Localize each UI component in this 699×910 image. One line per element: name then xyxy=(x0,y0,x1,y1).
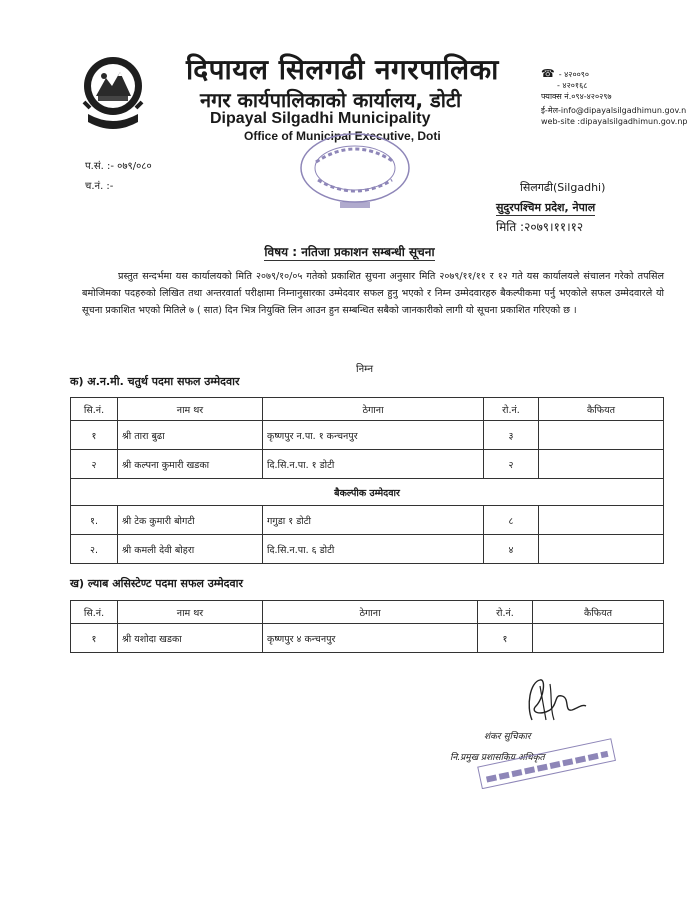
cell-sn: २ xyxy=(71,450,118,479)
cell-roll: ८ xyxy=(484,506,539,535)
reference-number: प.सं. :- ०७९/०८० xyxy=(85,161,152,172)
cell-remarks xyxy=(539,506,664,535)
cell-name: श्री कल्पना कुमारी खडका xyxy=(118,450,263,479)
table-row xyxy=(71,506,664,535)
col-header-sn: सि.नं. xyxy=(71,601,118,624)
cell-name: श्री कमली देवी बोहरा xyxy=(118,535,263,564)
dispatch-number: च.नं. :- xyxy=(85,181,114,192)
table-row xyxy=(71,624,664,653)
table-row xyxy=(71,421,664,450)
office-name-np: नगर कार्यपालिकाको कार्यालय, डोटी xyxy=(200,88,462,112)
cell-remarks xyxy=(533,624,664,653)
table-header-row xyxy=(71,398,664,421)
col-header-roll: रो.नं. xyxy=(484,398,539,421)
notice-body: प्रस्तुत सन्दर्भमा यस कार्यालयको मिति २०७९/१०/०५ गतेको प्रकाशित सुचना अनुसार मिति २०७९/११/११ र १२ गते यस कार्यालयले संचालन गरेको तपसिल बमोजिमका पदहरुको लिखित तथा अन्तरवार्ता परीक्षामा निम्नानुसारका उम्मेदवार सफल हुनु भएको र निम्न उम्मेदवारहरु बैकल्पीकमा पर्नु भएकोले सफल उम्मेदवारले यो सूचना प्रकाशित भएको मितिले ७ ( सात) दिन भित्र नियुक्ति लिन आउन हुन सम्बन्धित सबैको जानकारीको लागी यो सूचना प्रकाशित गरिएको छ । xyxy=(82,271,664,316)
email-line: ई-मेल-info@dipayalsilgadhimun.gov.n xyxy=(541,106,687,115)
section-a-table xyxy=(70,397,664,564)
cell-sn: २. xyxy=(71,535,118,564)
col-header-roll: रो.नं. xyxy=(478,601,533,624)
place-city: सिलगढी(Silgadhi) xyxy=(520,181,606,194)
municipality-name-en: Dipayal Silgadhi Municipality xyxy=(210,110,431,127)
cell-name: श्री तारा बुढा xyxy=(118,421,263,450)
office-name-en: Office of Municipal Executive, Doti xyxy=(244,129,441,143)
col-header-address: ठेगाना xyxy=(263,398,484,421)
col-header-name: नाम थर xyxy=(118,601,263,624)
cell-address: कृष्णपुर न.पा. १ कन्चनपुर xyxy=(263,421,484,450)
issue-date: मिति :२०७९।११।१२ xyxy=(496,220,584,234)
cell-sn: १ xyxy=(71,624,118,653)
cell-address: गगुडा १ डोटी xyxy=(263,506,484,535)
cell-roll: २ xyxy=(484,450,539,479)
cell-address: दि.सि.न.पा. १ डोटी xyxy=(263,450,484,479)
cell-roll: १ xyxy=(478,624,533,653)
col-header-sn: सि.नं. xyxy=(71,398,118,421)
cell-address: कृष्णपुर ४ कन्चनपुर xyxy=(263,624,478,653)
telephone-icon: ☎ xyxy=(541,67,555,80)
municipality-name-np: दिपायल सिलगढी नगरपालिका xyxy=(186,53,499,86)
phone-line-1: ☎ - ४२००९० xyxy=(541,67,590,80)
cell-address: दि.सि.न.पा. ६ डोटी xyxy=(263,535,484,564)
phone-line-2: - ४२०१६८ xyxy=(557,81,588,90)
municipality-logo-icon xyxy=(82,52,144,138)
signer-designation: नि.प्रमुख प्रशासकिय अधिकृत xyxy=(450,753,545,763)
cell-roll: ३ xyxy=(484,421,539,450)
signature-icon xyxy=(510,676,590,728)
col-header-remarks: कैफियत xyxy=(533,601,664,624)
notice-subject: विषय : नतिजा प्रकाशन सम्बन्धी सूचना xyxy=(264,245,435,259)
designation-stamp-icon xyxy=(470,733,620,789)
table-header-row xyxy=(71,601,664,624)
col-header-remarks: कैफियत xyxy=(539,398,664,421)
cell-sn: १. xyxy=(71,506,118,535)
table-row xyxy=(71,450,664,479)
section-b-heading: ख) ल्याब असिस्टेण्ट पदमा सफल उम्मेदवार xyxy=(70,577,243,590)
col-header-address: ठेगाना xyxy=(263,601,478,624)
cell-name: श्री टेक कुमारी बोगटी xyxy=(118,506,263,535)
col-header-name: नाम थर xyxy=(118,398,263,421)
cell-remarks xyxy=(539,535,664,564)
section-a-heading: क) अ.न.मी. चतुर्थ पदमा सफल उम्मेदवार xyxy=(70,375,240,388)
cell-remarks xyxy=(539,421,664,450)
website-line: web-site :dipayalsilgadhimun.gov.np xyxy=(541,117,688,126)
signer-name: शंकर सुचिकार xyxy=(484,732,531,742)
cell-roll: ४ xyxy=(484,535,539,564)
place-province: सुदुरपश्चिम प्रदेश, नेपाल xyxy=(496,201,596,214)
contact-block xyxy=(541,68,687,127)
cell-name: श्री यशोदा खडका xyxy=(118,624,263,653)
cell-remarks xyxy=(539,450,664,479)
office-stamp-icon xyxy=(296,132,414,212)
alternate-subheading-row xyxy=(71,479,664,506)
nimna-label: निम्न xyxy=(356,364,374,375)
cell-sn: १ xyxy=(71,421,118,450)
fax-line: फ्याक्स नं.०९४-४२०२९७ xyxy=(541,92,612,101)
section-b-table xyxy=(70,600,664,653)
table-row xyxy=(71,535,664,564)
alternate-subheading: बैकल्पीक उम्मेदवार xyxy=(71,479,664,506)
